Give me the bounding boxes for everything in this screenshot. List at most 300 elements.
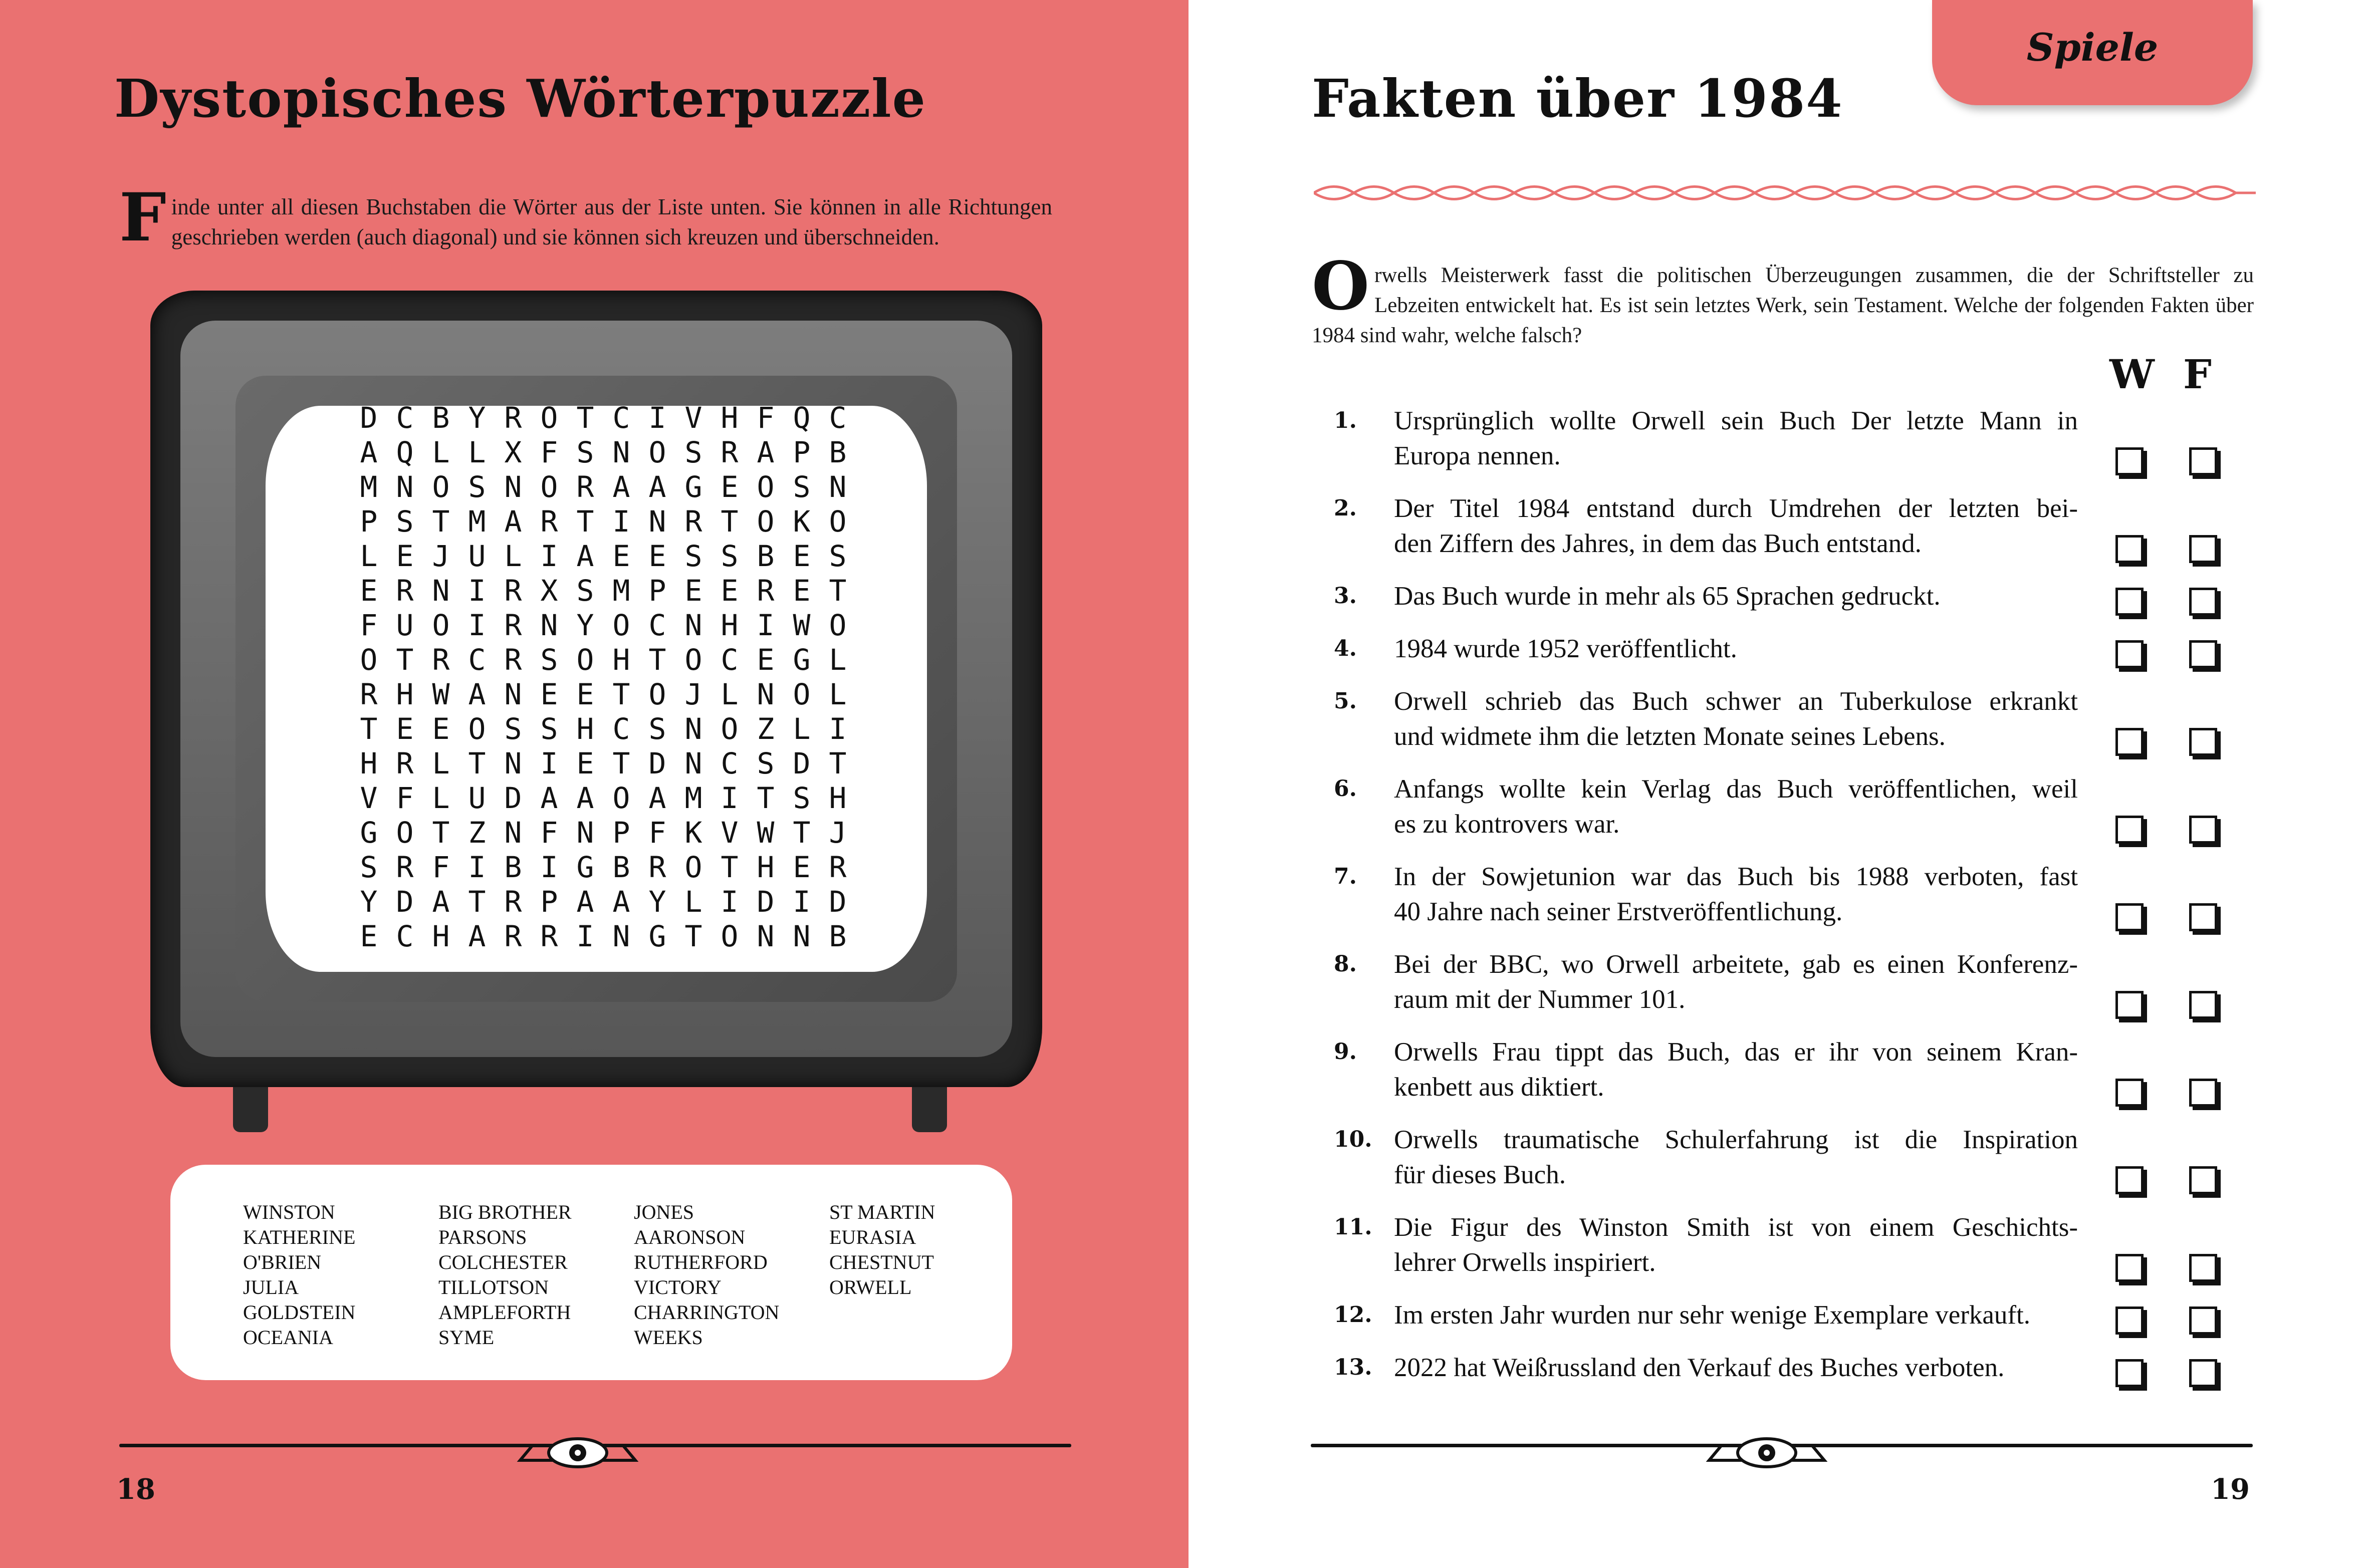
grid-letter[interactable]: F xyxy=(360,608,378,642)
grid-letter[interactable]: N xyxy=(612,435,630,469)
word-list-item: EURASIA xyxy=(829,1226,916,1248)
false-checkbox[interactable] xyxy=(2189,535,2217,563)
grid-letter[interactable]: A xyxy=(576,885,594,919)
grid-letter[interactable]: Q xyxy=(793,401,811,435)
grid-letter[interactable]: O xyxy=(540,470,558,504)
grid-letter[interactable]: T xyxy=(721,504,739,539)
grid-letter[interactable]: E xyxy=(540,677,558,711)
grid-letter[interactable]: O xyxy=(757,504,775,539)
grid-letter[interactable]: N xyxy=(684,608,702,642)
grid-letter[interactable]: E xyxy=(793,539,811,573)
false-checkbox[interactable] xyxy=(2189,1254,2217,1282)
grid-letter[interactable]: F xyxy=(648,816,666,850)
grid-letter[interactable]: C xyxy=(648,608,666,642)
grid-letter[interactable]: G xyxy=(576,850,594,884)
fact-line: Im ersten Jahr wurden nur sehr wenige Exemplare verkauft. xyxy=(1394,1300,2031,1330)
grid-letter[interactable]: R xyxy=(396,850,414,884)
grid-letter[interactable]: D xyxy=(793,746,811,780)
grid-letter[interactable]: O xyxy=(360,643,378,677)
grid-letter[interactable]: A xyxy=(468,677,486,711)
grid-letter[interactable]: O xyxy=(684,850,702,884)
grid-letter[interactable]: N xyxy=(829,470,847,504)
grid-letter[interactable]: T xyxy=(829,746,847,780)
false-checkbox[interactable] xyxy=(2189,1079,2217,1107)
fact-text xyxy=(1394,684,2078,754)
true-checkbox[interactable] xyxy=(2115,816,2144,844)
grid-letter[interactable]: N xyxy=(648,504,666,539)
fact-line: Der Titel 1984 entstand durch Umdrehen der letzten bei- xyxy=(1394,494,2078,523)
grid-letter[interactable]: E xyxy=(612,539,630,573)
word-list-item: KATHERINE xyxy=(243,1226,356,1248)
page-number: 18 xyxy=(116,1473,155,1506)
grid-letter[interactable]: Y xyxy=(648,885,666,919)
grid-letter[interactable]: X xyxy=(540,574,558,608)
grid-letter[interactable]: E xyxy=(432,712,450,746)
grid-letter[interactable]: F xyxy=(540,816,558,850)
grid-letter[interactable]: E xyxy=(721,470,739,504)
grid-letter[interactable]: T xyxy=(432,816,450,850)
grid-letter[interactable]: S xyxy=(576,435,594,469)
grid-letter[interactable]: J xyxy=(432,539,450,573)
grid-letter[interactable]: L xyxy=(432,781,450,815)
grid-letter[interactable]: R xyxy=(721,435,739,469)
grid-letter[interactable]: A xyxy=(504,504,522,539)
fact-text xyxy=(1394,1350,2078,1385)
fact-line: es zu kontrovers war. xyxy=(1394,810,1620,839)
grid-letter[interactable]: O xyxy=(721,919,739,953)
grid-letter[interactable]: O xyxy=(468,712,486,746)
true-checkbox[interactable] xyxy=(2115,903,2144,931)
grid-letter[interactable]: R xyxy=(648,850,666,884)
grid-letter[interactable]: S xyxy=(757,746,775,780)
grid-letter[interactable]: I xyxy=(793,885,811,919)
grid-letter[interactable]: E xyxy=(360,574,378,608)
grid-letter[interactable]: R xyxy=(504,919,522,953)
grid-letter[interactable]: S xyxy=(540,643,558,677)
grid-letter[interactable]: J xyxy=(829,816,847,850)
word-list-item: JONES xyxy=(634,1201,694,1223)
grid-letter[interactable]: R xyxy=(504,885,522,919)
grid-letter[interactable]: T xyxy=(468,746,486,780)
grid-letter[interactable]: I xyxy=(468,608,486,642)
grid-letter[interactable]: R xyxy=(829,850,847,884)
grid-letter[interactable]: I xyxy=(540,746,558,780)
grid-letter[interactable]: D xyxy=(504,781,522,815)
grid-letter[interactable]: R xyxy=(504,401,522,435)
grid-letter[interactable]: H xyxy=(612,643,630,677)
true-checkbox[interactable] xyxy=(2115,1166,2144,1194)
grid-letter[interactable]: R xyxy=(432,643,450,677)
fact-text xyxy=(1394,1297,2078,1333)
grid-letter[interactable]: S xyxy=(793,781,811,815)
grid-letter[interactable]: N xyxy=(396,470,414,504)
word-list-item: PARSONS xyxy=(438,1226,527,1248)
grid-letter[interactable]: H xyxy=(432,919,450,953)
grid-letter[interactable]: N xyxy=(432,574,450,608)
grid-letter[interactable]: S xyxy=(793,470,811,504)
grid-letter[interactable]: N xyxy=(612,919,630,953)
grid-letter[interactable]: R xyxy=(684,504,702,539)
grid-letter[interactable]: P xyxy=(648,574,666,608)
grid-letter[interactable]: P xyxy=(360,504,378,539)
fact-text xyxy=(1394,631,2078,666)
grid-letter[interactable]: L xyxy=(829,677,847,711)
true-checkbox[interactable] xyxy=(2115,1306,2144,1335)
grid-letter[interactable]: C xyxy=(721,746,739,780)
true-checkbox[interactable] xyxy=(2115,447,2144,475)
grid-letter[interactable]: A xyxy=(648,781,666,815)
page-number: 19 xyxy=(2211,1473,2250,1506)
grid-letter[interactable]: L xyxy=(721,677,739,711)
grid-letter[interactable]: I xyxy=(648,401,666,435)
grid-letter[interactable]: K xyxy=(793,504,811,539)
grid-letter[interactable]: T xyxy=(468,885,486,919)
grid-letter[interactable]: T xyxy=(576,401,594,435)
grid-letter[interactable]: R xyxy=(757,574,775,608)
grid-letter[interactable]: S xyxy=(721,539,739,573)
grid-letter[interactable]: E xyxy=(396,539,414,573)
true-checkbox[interactable] xyxy=(2115,1254,2144,1282)
grid-letter[interactable]: R xyxy=(396,574,414,608)
grid-letter[interactable]: D xyxy=(829,885,847,919)
grid-letter[interactable]: I xyxy=(757,608,775,642)
drop-cap: O xyxy=(1312,247,1369,325)
grid-letter[interactable]: S xyxy=(576,574,594,608)
grid-letter[interactable]: O xyxy=(432,470,450,504)
grid-letter[interactable]: F xyxy=(432,850,450,884)
true-checkbox[interactable] xyxy=(2115,588,2144,616)
fact-text xyxy=(1394,403,2078,473)
fact-number: 12. xyxy=(1334,1302,1372,1328)
grid-letter[interactable]: M xyxy=(468,504,486,539)
grid-letter[interactable]: A xyxy=(757,435,775,469)
grid-letter[interactable]: S xyxy=(396,504,414,539)
grid-letter[interactable]: L xyxy=(432,746,450,780)
grid-letter[interactable]: E xyxy=(793,850,811,884)
grid-letter[interactable]: B xyxy=(432,401,450,435)
grid-letter[interactable]: C xyxy=(468,643,486,677)
grid-letter[interactable]: E xyxy=(684,574,702,608)
grid-letter[interactable]: H xyxy=(721,608,739,642)
grid-letter[interactable]: Z xyxy=(757,712,775,746)
false-checkbox[interactable] xyxy=(2189,1359,2217,1387)
grid-letter[interactable]: V xyxy=(721,816,739,850)
word-list-item: AMPLEFORTH xyxy=(438,1301,571,1324)
grid-letter[interactable]: A xyxy=(432,885,450,919)
true-checkbox[interactable] xyxy=(2115,1359,2144,1387)
grid-letter[interactable]: A xyxy=(540,781,558,815)
false-checkbox[interactable] xyxy=(2189,1306,2217,1335)
grid-letter[interactable]: H xyxy=(829,781,847,815)
grid-letter[interactable]: W xyxy=(793,608,811,642)
grid-letter[interactable]: A xyxy=(648,470,666,504)
grid-letter[interactable]: S xyxy=(540,712,558,746)
fact-number: 4. xyxy=(1334,636,1357,661)
grid-letter[interactable]: D xyxy=(757,885,775,919)
grid-letter[interactable]: T xyxy=(648,643,666,677)
fact-line: Das Buch wurde in mehr als 65 Sprachen gedruckt. xyxy=(1394,582,1941,611)
grid-letter[interactable]: T xyxy=(360,712,378,746)
grid-letter[interactable]: O xyxy=(684,643,702,677)
grid-letter[interactable]: V xyxy=(360,781,378,815)
grid-letter[interactable]: T xyxy=(432,504,450,539)
grid-letter[interactable]: P xyxy=(793,435,811,469)
grid-letter[interactable]: S xyxy=(829,539,847,573)
grid-letter[interactable]: I xyxy=(540,539,558,573)
grid-letter[interactable]: T xyxy=(757,781,775,815)
intro-paragraph xyxy=(119,179,1052,256)
grid-letter[interactable]: L xyxy=(468,435,486,469)
grid-letter[interactable]: M xyxy=(612,574,630,608)
grid-row xyxy=(351,816,856,850)
grid-letter[interactable]: O xyxy=(576,643,594,677)
grid-letter[interactable]: B xyxy=(504,850,522,884)
grid-letter[interactable]: C xyxy=(396,401,414,435)
grid-letter[interactable]: H xyxy=(757,850,775,884)
grid-letter[interactable]: T xyxy=(396,643,414,677)
grid-letter[interactable]: E xyxy=(576,677,594,711)
grid-letter[interactable]: A xyxy=(576,539,594,573)
grid-letter[interactable]: J xyxy=(684,677,702,711)
grid-letter[interactable]: T xyxy=(793,816,811,850)
fact-line: und widmete ihm die letzten Monate seines Lebens. xyxy=(1394,722,1946,751)
grid-letter[interactable]: R xyxy=(396,746,414,780)
grid-letter[interactable]: O xyxy=(612,608,630,642)
grid-letter[interactable]: T xyxy=(721,850,739,884)
word-list-item: SYME xyxy=(438,1326,495,1349)
word-list-item: WEEKS xyxy=(634,1326,703,1349)
grid-letter[interactable]: N xyxy=(757,919,775,953)
grid-letter[interactable]: E xyxy=(576,746,594,780)
grid-letter[interactable]: L xyxy=(684,885,702,919)
grid-letter[interactable]: R xyxy=(540,919,558,953)
grid-letter[interactable]: H xyxy=(360,746,378,780)
grid-letter[interactable]: O xyxy=(396,816,414,850)
grid-letter[interactable]: P xyxy=(612,816,630,850)
grid-letter[interactable]: N xyxy=(576,816,594,850)
grid-letter[interactable]: L xyxy=(829,643,847,677)
grid-letter[interactable]: O xyxy=(612,781,630,815)
grid-letter[interactable]: W xyxy=(432,677,450,711)
grid-letter[interactable]: S xyxy=(360,850,378,884)
fact-line: Die Figur des Winston Smith ist von einem Geschichts- xyxy=(1394,1213,2078,1242)
fact-number: 13. xyxy=(1334,1355,1372,1380)
true-checkbox[interactable] xyxy=(2115,1079,2144,1107)
grid-letter[interactable]: Y xyxy=(360,885,378,919)
grid-letter[interactable]: D xyxy=(396,885,414,919)
fact-line: Orwells Frau tippt das Buch, das er ihr von seinem Kran- xyxy=(1394,1037,2078,1067)
grid-letter[interactable]: I xyxy=(721,885,739,919)
grid-letter[interactable]: D xyxy=(360,401,378,435)
grid-letter[interactable]: U xyxy=(468,539,486,573)
grid-letter[interactable]: R xyxy=(504,574,522,608)
grid-letter[interactable]: W xyxy=(757,816,775,850)
grid-letter[interactable]: S xyxy=(468,470,486,504)
grid-letter[interactable]: S xyxy=(684,435,702,469)
grid-letter[interactable]: T xyxy=(576,504,594,539)
grid-letter[interactable]: R xyxy=(360,677,378,711)
grid-letter[interactable]: C xyxy=(612,401,630,435)
grid-letter[interactable]: A xyxy=(360,435,378,469)
grid-letter[interactable]: S xyxy=(648,712,666,746)
grid-letter[interactable]: G xyxy=(648,919,666,953)
grid-letter[interactable]: O xyxy=(829,608,847,642)
grid-letter[interactable]: S xyxy=(684,539,702,573)
word-list-item: WINSTON xyxy=(243,1201,335,1223)
fact-line: kenbett aus diktiert. xyxy=(1394,1073,1604,1102)
grid-letter[interactable]: O xyxy=(648,677,666,711)
grid-letter[interactable]: D xyxy=(648,746,666,780)
grid-letter[interactable]: E xyxy=(721,574,739,608)
grid-letter[interactable]: P xyxy=(540,885,558,919)
grid-letter[interactable]: A xyxy=(576,781,594,815)
grid-letter[interactable]: Z xyxy=(468,816,486,850)
grid-letter[interactable]: L xyxy=(793,712,811,746)
grid-letter[interactable]: I xyxy=(576,919,594,953)
grid-letter[interactable]: U xyxy=(468,781,486,815)
grid-letter[interactable]: S xyxy=(504,712,522,746)
word-list-item: GOLDSTEIN xyxy=(243,1301,356,1324)
grid-letter[interactable]: C xyxy=(721,643,739,677)
ornament-rule xyxy=(1311,1433,2253,1483)
fact-line: Orwells traumatische Schulerfahrung ist die Inspiration xyxy=(1394,1125,2078,1154)
grid-letter[interactable]: O xyxy=(829,504,847,539)
grid-letter[interactable]: G xyxy=(684,470,702,504)
grid-letter[interactable]: N xyxy=(684,712,702,746)
grid-letter[interactable]: F xyxy=(396,781,414,815)
grid-letter[interactable]: M xyxy=(684,781,702,815)
false-checkbox[interactable] xyxy=(2189,447,2217,475)
grid-letter[interactable]: L xyxy=(504,539,522,573)
false-checkbox[interactable] xyxy=(2189,903,2217,931)
grid-letter[interactable]: N xyxy=(504,746,522,780)
fact-text xyxy=(1394,859,2078,929)
grid-letter[interactable]: B xyxy=(612,850,630,884)
grid-letter[interactable]: L xyxy=(432,435,450,469)
grid-letter[interactable]: I xyxy=(829,712,847,746)
grid-letter[interactable]: R xyxy=(504,643,522,677)
grid-letter[interactable]: L xyxy=(360,539,378,573)
fact-number: 3. xyxy=(1334,583,1357,609)
grid-letter[interactable]: B xyxy=(829,919,847,953)
grid-row xyxy=(351,781,856,816)
grid-letter[interactable]: B xyxy=(829,435,847,469)
grid-letter[interactable]: O xyxy=(757,470,775,504)
grid-row xyxy=(351,401,856,435)
grid-letter[interactable]: M xyxy=(360,470,378,504)
ornament-rule xyxy=(119,1433,1071,1483)
false-checkbox[interactable] xyxy=(2189,1166,2217,1194)
word-list-item: CHARRINGTON xyxy=(634,1301,780,1324)
grid-letter[interactable]: Y xyxy=(576,608,594,642)
grid-letter[interactable]: U xyxy=(396,608,414,642)
grid-letter[interactable]: T xyxy=(684,919,702,953)
grid-letter[interactable]: Y xyxy=(468,401,486,435)
true-checkbox[interactable] xyxy=(2115,640,2144,668)
grid-letter[interactable]: I xyxy=(468,850,486,884)
grid-letter[interactable]: X xyxy=(504,435,522,469)
grid-letter[interactable]: A xyxy=(612,470,630,504)
false-checkbox[interactable] xyxy=(2189,640,2217,668)
grid-letter[interactable]: I xyxy=(468,574,486,608)
grid-letter[interactable]: E xyxy=(648,539,666,573)
grid-letter[interactable]: G xyxy=(360,816,378,850)
grid-row xyxy=(351,504,856,539)
grid-letter[interactable]: G xyxy=(793,643,811,677)
grid-letter[interactable]: H xyxy=(396,677,414,711)
grid-letter[interactable]: A xyxy=(468,919,486,953)
intro-text: inde unter all diesen Buchstaben die Wörter aus der Liste unten. Sie können in alle Richtungen geschrieben werden (auch diagonal) und sie können sich kreuzen und überschneiden. xyxy=(171,194,1052,249)
grid-letter[interactable]: N xyxy=(684,746,702,780)
grid-letter[interactable]: O xyxy=(721,712,739,746)
word-list-item: VICTORY xyxy=(634,1276,722,1298)
grid-letter[interactable]: I xyxy=(540,850,558,884)
true-checkbox[interactable] xyxy=(2115,535,2144,563)
grid-letter[interactable]: R xyxy=(576,470,594,504)
fact-line: 1984 wurde 1952 veröffentlicht. xyxy=(1394,634,1737,663)
grid-row xyxy=(351,643,856,677)
grid-letter[interactable]: B xyxy=(757,539,775,573)
grid-letter[interactable]: H xyxy=(576,712,594,746)
grid-letter[interactable]: N xyxy=(504,816,522,850)
grid-letter[interactable]: K xyxy=(684,816,702,850)
grid-letter[interactable]: A xyxy=(612,885,630,919)
grid-letter[interactable]: O xyxy=(432,608,450,642)
grid-letter[interactable]: Q xyxy=(396,435,414,469)
grid-letter[interactable]: T xyxy=(612,677,630,711)
grid-letter[interactable]: T xyxy=(829,574,847,608)
grid-letter[interactable]: E xyxy=(757,643,775,677)
grid-letter[interactable]: N xyxy=(504,677,522,711)
false-checkbox[interactable] xyxy=(2189,588,2217,616)
grid-letter[interactable]: R xyxy=(504,608,522,642)
grid-row xyxy=(351,677,856,712)
grid-letter[interactable]: R xyxy=(540,504,558,539)
false-checkbox[interactable] xyxy=(2189,816,2217,844)
grid-letter[interactable]: O xyxy=(648,435,666,469)
grid-letter[interactable]: N xyxy=(757,677,775,711)
grid-letter[interactable]: V xyxy=(684,401,702,435)
grid-letter[interactable]: H xyxy=(721,401,739,435)
grid-letter[interactable]: N xyxy=(540,608,558,642)
false-checkbox[interactable] xyxy=(2189,728,2217,756)
true-checkbox[interactable] xyxy=(2115,991,2144,1019)
grid-letter[interactable]: I xyxy=(612,504,630,539)
grid-letter[interactable]: E xyxy=(793,574,811,608)
true-checkbox[interactable] xyxy=(2115,728,2144,756)
fact-line: Anfangs wollte kein Verlag das Buch veröffentlichen, weil xyxy=(1394,774,2078,804)
grid-letter[interactable]: F xyxy=(757,401,775,435)
grid-letter[interactable]: I xyxy=(721,781,739,815)
grid-letter[interactable]: C xyxy=(396,919,414,953)
grid-letter[interactable]: O xyxy=(540,401,558,435)
grid-letter[interactable]: C xyxy=(612,712,630,746)
grid-row xyxy=(351,919,856,954)
grid-letter[interactable]: F xyxy=(540,435,558,469)
fact-number: 11. xyxy=(1334,1214,1372,1240)
grid-letter[interactable]: T xyxy=(612,746,630,780)
grid-letter[interactable]: O xyxy=(793,677,811,711)
grid-letter[interactable]: N xyxy=(504,470,522,504)
fact-number: 8. xyxy=(1334,951,1357,977)
grid-letter[interactable]: E xyxy=(360,919,378,953)
grid-letter[interactable]: N xyxy=(793,919,811,953)
grid-letter[interactable]: C xyxy=(829,401,847,435)
fact-number: 2. xyxy=(1334,495,1357,521)
false-checkbox[interactable] xyxy=(2189,991,2217,1019)
right-page xyxy=(1189,0,2367,1568)
grid-letter[interactable]: E xyxy=(396,712,414,746)
